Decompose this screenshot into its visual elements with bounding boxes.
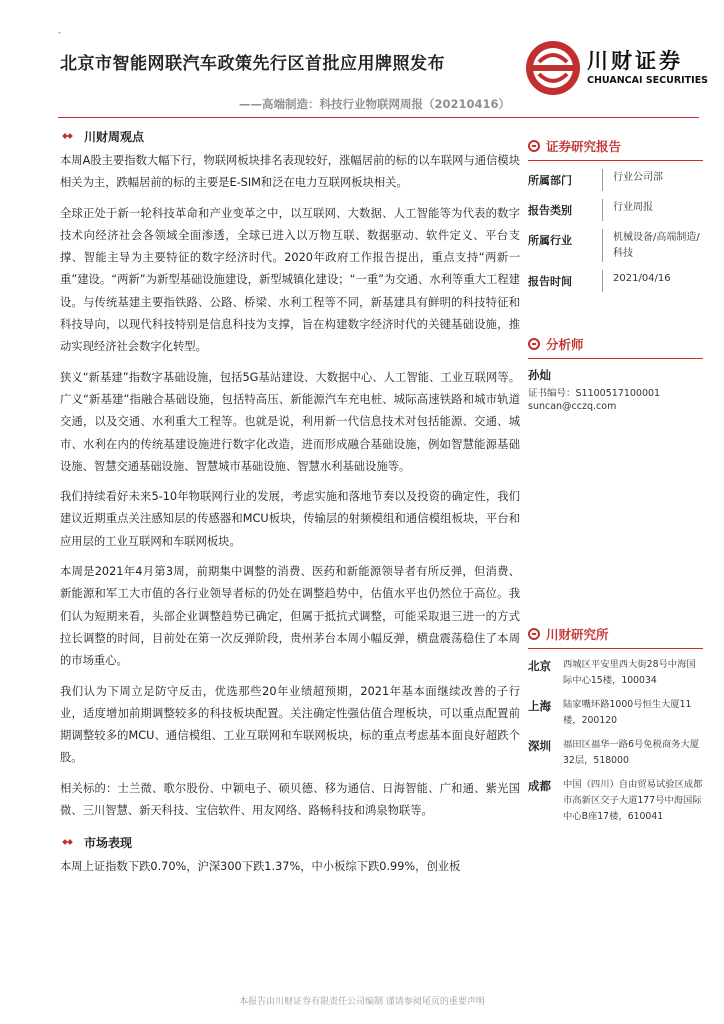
analyst-name: 孙灿 <box>528 368 551 382</box>
corner-mark: - <box>58 28 62 38</box>
analyst-cert: 证书编号：S1100517100001 <box>528 388 661 399</box>
paragraph: 狭义“新基建”指数字基础设施，包括5G基站建设、大数据中心、人工智能、工业互联网等。广义“新基建”指融合基础设施，包括特高压、新能源汽车充电桩、城际高速铁路和城市轨道交通，以及交通、水利重大工程等。也就是说，利用新一代信息技术对包括能源、交通、城市、水利在内的传统基建设施进行数字化改造，进而形成融合基础设施，例如智慧能源基础设施、智慧交通基础设施、智慧城市基础设施、智慧水利基础设施等。 <box>60 370 520 473</box>
office-address: 中国（四川）自由贸易试验区成都市高新区交子大道177号中海国际中心B座17楼，610041 <box>563 779 703 822</box>
sidebar-title: 证券研究报告 <box>546 139 622 154</box>
office-city: 深圳 <box>528 739 551 753</box>
info-label: 所属部门 <box>528 174 572 187</box>
sidebar-divider <box>528 160 703 161</box>
section-title: 市场表现 <box>84 835 133 850</box>
sidebar <box>528 134 703 825</box>
info-value: 机械设备/高端制造/科技 <box>602 229 703 262</box>
page-footer: 本报告由川财证券有限责任公司编制 谨请参阅尾页的重要声明 <box>239 997 485 1007</box>
sidebar-divider <box>528 648 703 649</box>
report-subtitle: ——高端制造：科技行业物联网周报（20210416） <box>238 97 510 111</box>
logo-english-name: CHUANCAI SECURITIES <box>587 75 709 86</box>
office-city: 成都 <box>528 779 551 793</box>
analyst-email[interactable]: suncan@cczq.com <box>528 401 617 412</box>
office-city: 北京 <box>528 659 551 673</box>
sidebar-divider <box>528 358 703 359</box>
sidebar-title: 川财研究所 <box>546 627 609 642</box>
paragraph: 我们持续看好未来5-10年物联网行业的发展，考虑实施和落地节奏以及投资的确定性，我们建议近期重点关注感知层的传感器和MCU板块，传输层的射频模组和通信模组板块，平台和应用层的工业互联网和车联网板块。 <box>60 490 520 548</box>
section-marker-icon <box>528 628 540 640</box>
info-row <box>528 199 703 221</box>
office-address: 西城区平安里西大街28号中海国际中心15楼，100034 <box>563 659 696 686</box>
section-header-market <box>60 830 520 854</box>
office-city: 上海 <box>528 699 551 713</box>
section-header-weekly-view <box>60 124 520 148</box>
info-value: 行业周报 <box>602 199 703 221</box>
info-value: 行业公司部 <box>602 169 703 191</box>
office-entry <box>528 697 703 729</box>
paragraph: 全球正处于新一轮科技革命和产业变革之中，以互联网、大数据、人工智能等为代表的数字技术向经济社会各领域全面渗透，全球已进入以万物互联、数据驱动、软件定义、平台支撑、智能主导为主要特征的数字经济时代。2020年政府工作报告提出，重点支持“两新一重”建设。“两新”为新型基础设施建设，新型城镇化建设；“一重”为交通、水利等重大工程建设。与传统基建主要指铁路、公路、桥梁、水利工程等不同，新基建具有鲜明的科技特征和科技导向，以现代科技特别是信息科技为支撑，旨在构建数字经济时代的关键基础设施，推动实现经济社会数字化转型。 <box>60 206 520 354</box>
sidebar-header-institute <box>528 622 703 646</box>
office-entry <box>528 777 703 825</box>
report-title: 北京市智能网联汽车政策先行区首批应用牌照发布 <box>60 54 445 74</box>
paragraph: 本周上证指数下跌0.70%，沪深300下跌1.37%，中小板综下跌0.99%，创业板 <box>60 860 461 874</box>
info-row <box>528 229 703 262</box>
chuancai-logo-icon <box>525 40 581 96</box>
logo-chinese-name: 川财证券 <box>587 49 683 73</box>
info-label: 所属行业 <box>528 234 572 247</box>
sidebar-header-analyst <box>528 332 703 356</box>
diamond-bullet-icon <box>63 837 73 847</box>
office-entry <box>528 657 703 689</box>
office-address: 福田区福华一路6号免税商务大厦32层，518000 <box>563 739 700 766</box>
section-marker-icon <box>528 140 540 152</box>
info-label: 报告类别 <box>528 204 572 217</box>
info-row <box>528 169 703 191</box>
section-title: 川财周观点 <box>84 129 145 144</box>
section-marker-icon <box>528 338 540 350</box>
main-content <box>60 124 520 879</box>
office-entry <box>528 737 703 769</box>
sidebar-header-report <box>528 134 703 158</box>
header-divider <box>58 117 699 118</box>
sidebar-title: 分析师 <box>546 337 584 352</box>
info-row <box>528 270 703 292</box>
office-address: 陆家嘴环路1000号恒生大厦11楼，200120 <box>563 699 692 726</box>
paragraph: 相关标的：士兰微、歌尔股份、中颖电子、硕贝德、移为通信、日海智能、广和通、紫光国微、三川智慧、新天科技、宝信软件、用友网络、路畅科技和鸿泉物联等。 <box>60 781 520 818</box>
company-logo <box>525 40 709 96</box>
paragraph: 本周是2021年4月第3周，前期集中调整的消费、医药和新能源领导者有所反弹，但消费、新能源和军工大市值的各行业领导者标的仍处在调整趋势中，估值水平也仍然位于高位。我们认为短期来看，头部企业调整趋势已确定，但属于抵抗式调整，可能采取退三进一的方式拉长调整的时间，目前处在第一次反弹阶段，贵州茅台本周小幅反弹，横盘震荡稳住了本周的市场重心。 <box>60 565 520 668</box>
paragraph: 我们认为下周立足防守反击，优选那些20年业绩超预期，2021年基本面继续改善的子行业，适度增加前期调整较多的科技板块配置。关注确定性强估值合理板块，可以重点配置前期调整较多的MCU、通信模组、工业互联网和车联网板块，标的重点考虑基本面良好超跌个股。 <box>60 684 520 765</box>
info-label: 报告时间 <box>528 275 572 288</box>
info-value: 2021/04/16 <box>602 270 703 292</box>
diamond-bullet-icon <box>63 131 73 141</box>
paragraph: 本周A股主要指数大幅下行，物联网板块排名表现较好，涨幅居前的标的以车联网与通信模块相关为主，跌幅居前的标的主要是E-SIM和泛在电力互联网板块相关。 <box>60 154 520 190</box>
